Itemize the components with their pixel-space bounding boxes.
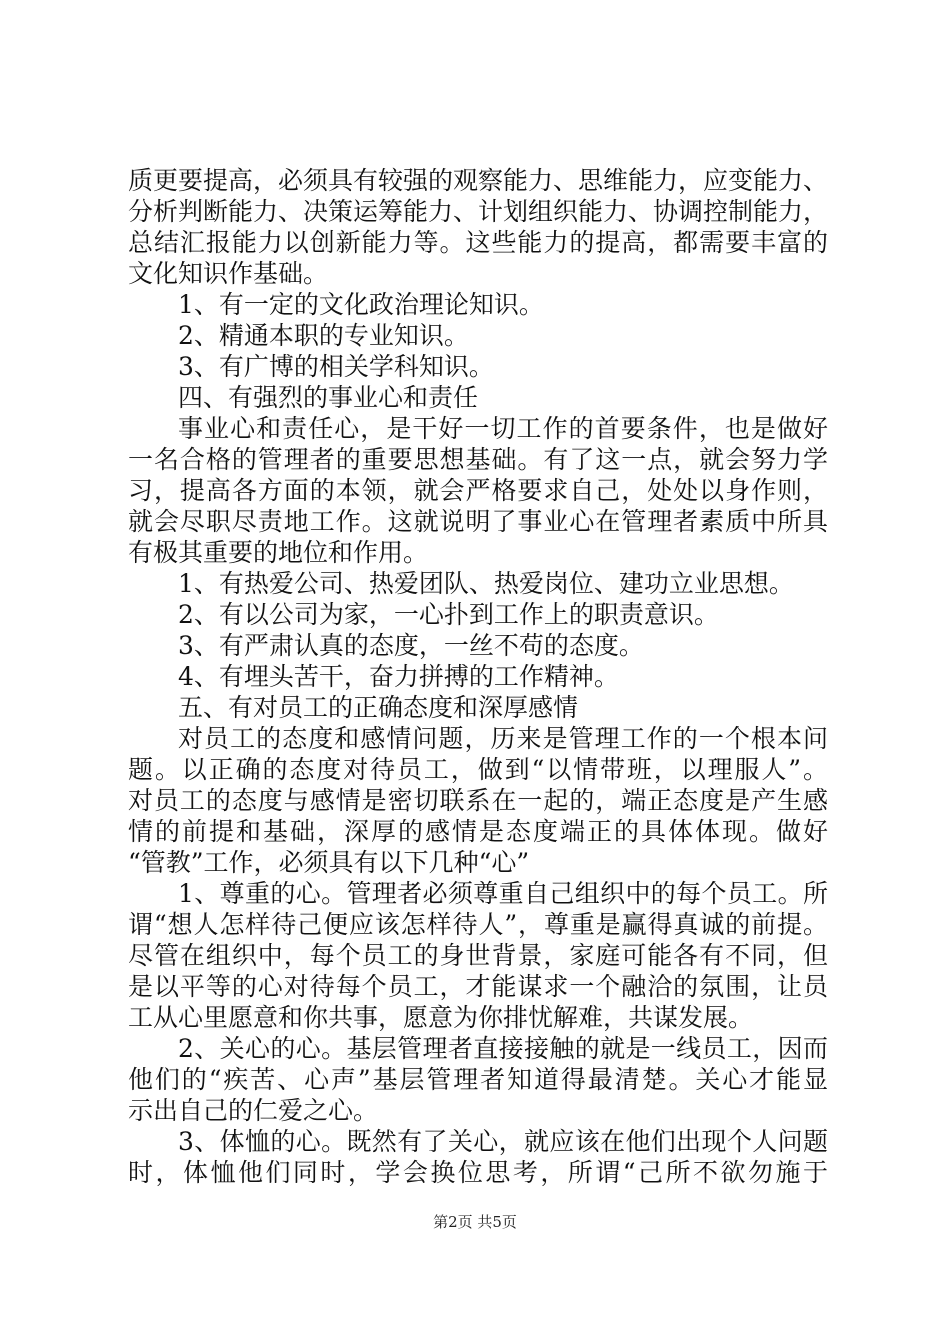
text-line: 对员工的态度和感情问题，历来是管理工作的一个根本问: [178, 724, 828, 753]
text-line: 文化知识作基础。: [128, 259, 329, 288]
text-line: 1、有热爱公司、热爱团队、热爱岗位、建功立业思想。: [178, 569, 794, 598]
text-line: 2、精通本职的专业知识。: [178, 321, 469, 350]
text-line: 3、有严肃认真的态度，一丝不苟的态度。: [178, 631, 644, 660]
text-line: 对员工的态度与感情是密切联系在一起的，端正态度是产生感: [128, 786, 828, 815]
text-line: 有极其重要的地位和作用。: [128, 538, 429, 567]
text-line: 一名合格的管理者的重要思想基础。有了这一点，就会努力学: [128, 445, 828, 474]
text-line: 1、有一定的文化政治理论知识。: [178, 290, 544, 319]
text-line: 是以平等的心对待每个员工，才能谋求一个融洽的氛围，让员: [128, 972, 828, 1001]
text-line: 4、有埋头苦干，奋力拼搏的工作精神。: [178, 662, 619, 691]
text-line: 时，体恤他们同时，学会换位思考，所谓“己所不欲勿施于: [128, 1158, 828, 1187]
text-line: 3、有广博的相关学科知识。: [178, 352, 494, 381]
text-line: 工从心里愿意和你共事，愿意为你排忧解难，共谋发展。: [128, 1003, 754, 1032]
text-line: 五、有对员工的正确态度和深厚感情: [178, 693, 579, 722]
text-line: 2、有以公司为家，一心扑到工作上的职责意识。: [178, 600, 719, 629]
text-line: 谓“想人怎样待己便应该怎样待人”，尊重是赢得真诚的前提。: [128, 910, 828, 939]
text-line: 2、关心的心。基层管理者直接接触的就是一线员工，因而: [178, 1034, 828, 1063]
text-line: 事业心和责任心，是干好一切工作的首要条件，也是做好: [178, 414, 828, 443]
text-line: 习，提高各方面的本领，就会严格要求自己，处处以身作则，: [128, 476, 828, 505]
page-number-footer: 第2页 共5页: [433, 1213, 517, 1231]
text-line: 尽管在组织中，每个员工的身世背景，家庭可能各有不同，但: [128, 941, 828, 970]
document-body: [128, 165, 828, 1188]
text-line: 题。以正确的态度对待员工，做到“以情带班，以理服人”。: [128, 755, 828, 784]
text-line: 3、体恤的心。既然有了关心，就应该在他们出现个人问题: [178, 1127, 828, 1156]
text-line: 四、有强烈的事业心和责任: [178, 383, 479, 412]
text-line: 他们的“疾苦、心声”基层管理者知道得最清楚。关心才能显: [128, 1065, 828, 1094]
text-line: 情的前提和基础，深厚的感情是态度端正的具体体现。做好: [128, 817, 828, 846]
text-line: 分析判断能力、决策运筹能力、计划组织能力、协调控制能力，: [128, 197, 828, 226]
text-line: 总结汇报能力以创新能力等。这些能力的提高，都需要丰富的: [128, 228, 828, 257]
text-line: “管教”工作，必须具有以下几种“心”: [128, 848, 530, 877]
text-line: 1、尊重的心。管理者必须尊重自己组织中的每个员工。所: [178, 879, 828, 908]
text-line: 就会尽职尽责地工作。这就说明了事业心在管理者素质中所具: [128, 507, 828, 536]
text-line: 质更要提高，必须具有较强的观察能力、思维能力，应变能力、: [128, 166, 828, 195]
text-line: 示出自己的仁爱之心。: [128, 1096, 379, 1125]
